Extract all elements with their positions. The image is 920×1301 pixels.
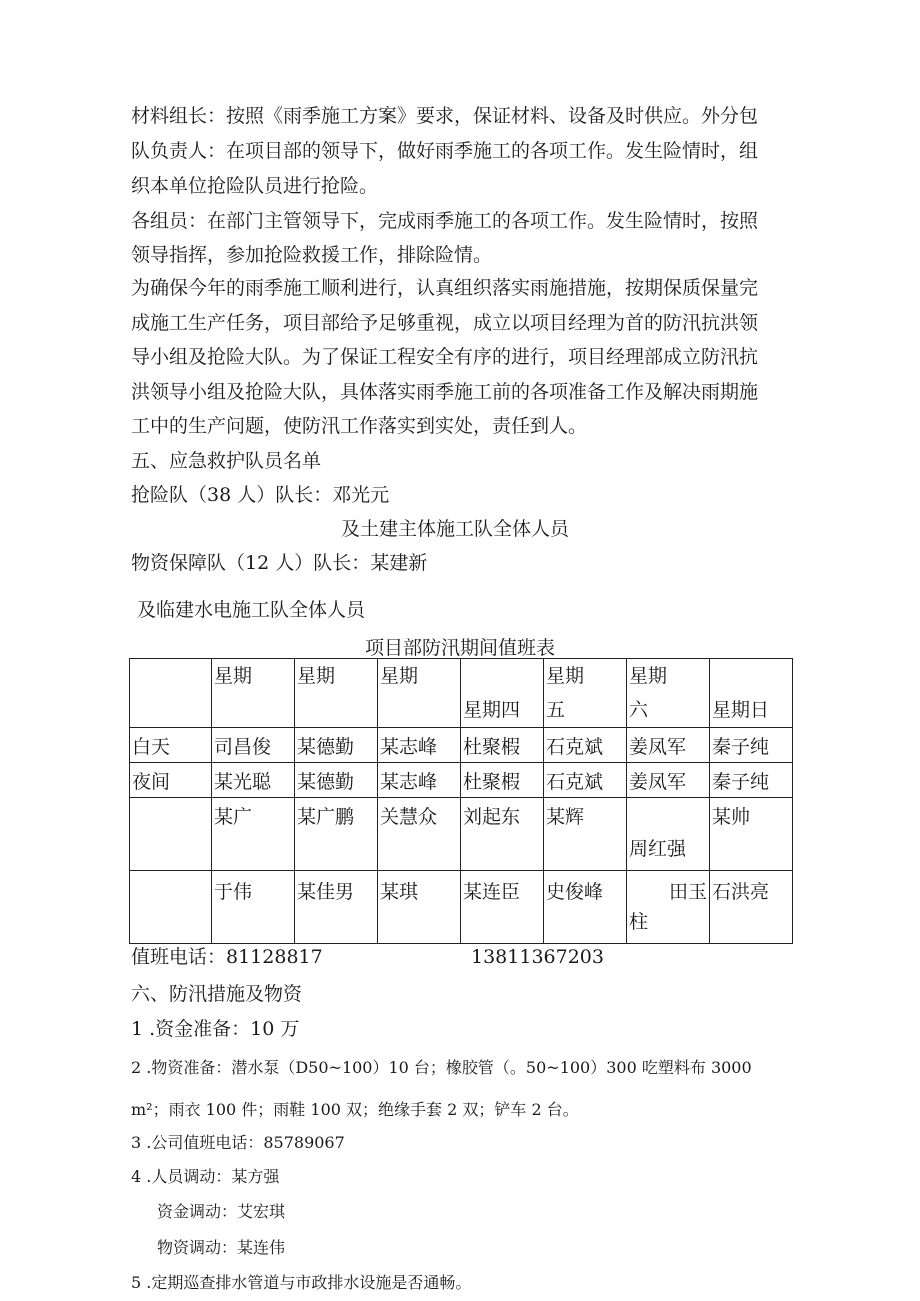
table-cell	[627, 798, 710, 871]
table-cell: 某志峰	[378, 763, 461, 798]
table-cell	[130, 871, 212, 944]
paragraph-line: 为确保今年的雨季施工顺利进行，认真组织落实雨施措施，按期保质保量完	[131, 277, 759, 299]
supply-team-line: 物资保障队（12 人）队长：某建新	[131, 552, 428, 574]
header-top-text: 星期	[214, 665, 253, 687]
rescue-team-members: 及土建主体施工队全体人员	[341, 518, 570, 540]
table-row	[130, 871, 793, 944]
table-header-cell	[130, 659, 212, 728]
paragraph-line: 队负责人：在项目部的领导下，做好雨季施工的各项工作。发生险情时，组	[131, 140, 759, 162]
cell-text: 石洪亮	[712, 881, 770, 903]
cell-text: 柱	[629, 911, 649, 933]
table-cell: 杜聚椵	[461, 728, 544, 763]
measure-item: 1 .资金准备：10 万	[131, 1018, 300, 1040]
table-cell: 杜聚椵	[461, 763, 544, 798]
measure-item-continued: m²；雨衣 100 件；雨鞋 100 双；绝缘手套 2 双；铲车 2 台。	[131, 1100, 579, 1119]
measure-subitem: 物资调动：某连伟	[157, 1238, 286, 1257]
table-cell	[295, 871, 378, 944]
cell-text: 某佳男	[297, 881, 355, 903]
table-header-cell	[378, 659, 461, 728]
table-cell: 某广鹏	[295, 798, 378, 871]
table-cell: 秦子纯	[710, 728, 793, 763]
header-top-text	[712, 659, 790, 693]
cell-text: 于伟	[214, 881, 253, 903]
duty-table-title: 项目部防汛期间值班表	[364, 637, 555, 659]
table-header-row	[130, 659, 793, 728]
table-cell	[461, 871, 544, 944]
header-bottom-text: 五	[546, 699, 566, 721]
table-cell	[627, 871, 710, 944]
paragraph-line: 领导指挥，参加抢险救援工作，排除险情。	[131, 244, 493, 266]
table-cell: 某帅	[710, 798, 793, 871]
paragraph-line: 导小组及抢险大队。为了保证工程安全有序的进行，项目经理部成立防汛抗	[131, 346, 759, 368]
table-cell: 姜凤军	[627, 763, 710, 798]
table-header-cell	[627, 659, 710, 728]
header-top-text: 星期	[380, 665, 419, 687]
paragraph-line: 洪领导小组及抢险大队，具体落实雨季施工前的各项准备工作及解决雨期施	[131, 381, 759, 403]
table-cell	[130, 798, 212, 871]
table-cell: 夜间	[130, 763, 212, 798]
table-cell: 刘起东	[461, 798, 544, 871]
header-top-text: 星期	[629, 665, 668, 687]
supply-team-members: 及临建水电施工队全体人员	[137, 599, 366, 621]
duty-table	[129, 658, 793, 944]
measure-subitem: 资金调动：艾宏琪	[157, 1202, 286, 1221]
measure-item: 2 .物资准备：潜水泵（D50~100）10 台；橡胶管（。50~100）300 吃塑料布 3000	[131, 1058, 752, 1077]
table-row	[130, 728, 793, 763]
table-cell: 姜凤军	[627, 728, 710, 763]
table-header-cell	[212, 659, 295, 728]
table-cell: 某光聪	[212, 763, 295, 798]
table-cell: 某德勤	[295, 728, 378, 763]
measure-item: 4 .人员调动：某方强	[131, 1167, 280, 1186]
table-cell: 某辉	[544, 798, 627, 871]
rescue-team-line: 抢险队（38 人）队长：邓光元	[131, 484, 390, 506]
paragraph-line: 工中的生产问题，使防汛工作落实到实处，责任到人。	[131, 415, 588, 437]
paragraph-line: 材料组长：按照《雨季施工方案》要求，保证材料、设备及时供应。外分包	[131, 105, 759, 127]
header-top-text: 星期	[546, 665, 585, 687]
table-header-cell	[295, 659, 378, 728]
table-cell: 某广	[212, 798, 295, 871]
table-header-cell	[544, 659, 627, 728]
cell-text: 某连臣	[463, 881, 521, 903]
table-cell	[212, 871, 295, 944]
cell-text: 史俊峰	[546, 881, 604, 903]
cell-text: 田玉	[668, 881, 707, 903]
table-cell: 石克斌	[544, 728, 627, 763]
table-row	[130, 763, 793, 798]
table-cell	[710, 871, 793, 944]
duty-phone-mobile: 13811367203	[471, 946, 604, 968]
table-cell	[544, 871, 627, 944]
table-header-cell	[710, 659, 793, 728]
header-top-text	[463, 659, 541, 693]
header-top-text: 星期	[297, 665, 336, 687]
duty-phone-label: 值班电话：81128817	[131, 946, 323, 968]
paragraph-line: 成施工生产任务，项目部给予足够重视，成立以项目经理为首的防汛抗洪领	[131, 312, 759, 334]
table-cell: 石克斌	[544, 763, 627, 798]
cell-text: 周红强	[629, 838, 687, 860]
section5-heading: 五、应急救护队员名单	[131, 450, 322, 472]
measure-item: 3 .公司值班电话：85789067	[131, 1133, 345, 1152]
measure-item: 5 .定期巡查排水管道与市政排水设施是否通畅。	[131, 1273, 472, 1292]
table-row	[130, 798, 793, 871]
table-cell: 某德勤	[295, 763, 378, 798]
table-cell: 白天	[130, 728, 212, 763]
table-cell: 秦子纯	[710, 763, 793, 798]
table-cell: 关慧众	[378, 798, 461, 871]
paragraph-line: 各组员：在部门主管领导下，完成雨季施工的各项工作。发生险情时，按照	[131, 210, 759, 232]
section6-heading: 六、防汛措施及物资	[131, 983, 303, 1005]
paragraph-line: 织本单位抢险队员进行抢险。	[131, 175, 379, 197]
header-bottom-text: 星期日	[712, 699, 770, 721]
table-cell: 某志峰	[378, 728, 461, 763]
header-bottom-text: 六	[629, 699, 649, 721]
table-header-cell	[461, 659, 544, 728]
table-cell	[378, 871, 461, 944]
table-cell: 司昌俊	[212, 728, 295, 763]
cell-text: 某琪	[380, 881, 419, 903]
header-bottom-text: 星期四	[463, 699, 521, 721]
